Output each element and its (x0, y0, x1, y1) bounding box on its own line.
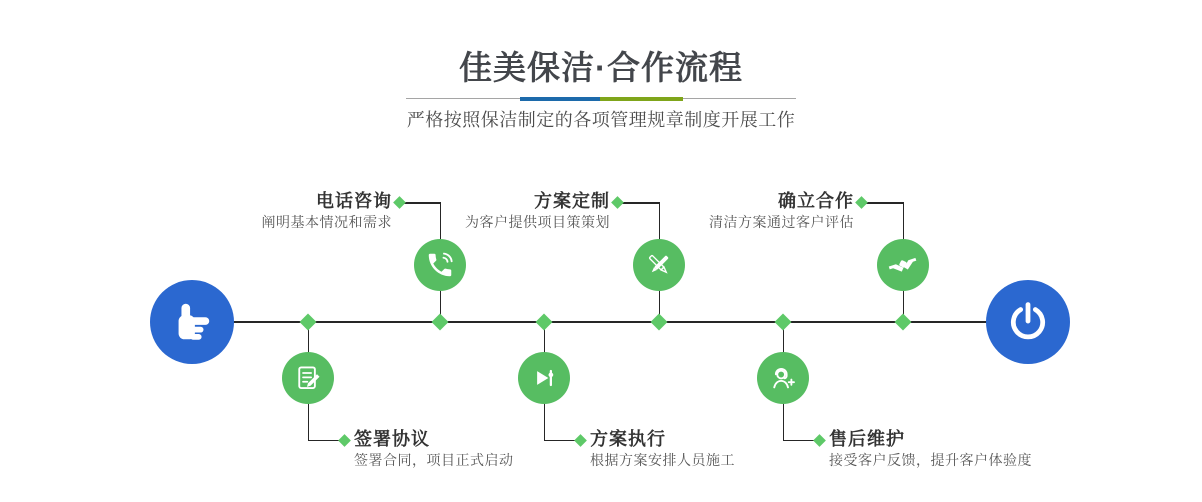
timeline-diamond (651, 314, 668, 331)
timeline-diamond (895, 314, 912, 331)
step-desc: 为客户提供项目策策划 (465, 214, 610, 230)
step-label (590, 428, 735, 470)
handshake-icon (877, 239, 929, 291)
label-diamond (574, 434, 587, 447)
title-divider (406, 96, 796, 101)
label-diamond (338, 434, 351, 447)
end-node (986, 280, 1070, 364)
step-title: 方案定制 (534, 191, 610, 211)
step-title: 方案执行 (590, 429, 666, 449)
step-label (465, 190, 610, 232)
step-desc: 清洁方案通过客户评估 (709, 214, 854, 230)
play-slider-icon (518, 352, 570, 404)
step-label (354, 428, 514, 470)
page-title: 佳美保洁·合作流程 (459, 49, 743, 86)
step-label (709, 190, 854, 232)
step-title: 签署协议 (354, 429, 430, 449)
divider-blue-segment (520, 97, 600, 101)
power-icon (1006, 300, 1050, 344)
label-diamond (813, 434, 826, 447)
divider-green-segment (600, 97, 683, 101)
headset-person-icon (757, 352, 809, 404)
design-pencil-icon (633, 239, 685, 291)
timeline-diamond (536, 314, 553, 331)
label-diamond (855, 196, 868, 209)
timeline-diamond (775, 314, 792, 331)
step-title: 售后维护 (829, 429, 905, 449)
pointing-hand-icon (169, 299, 215, 345)
contract-pen-icon (282, 352, 334, 404)
step-desc: 签署合同，项目正式启动 (354, 452, 514, 468)
step-desc: 接受客户反馈，提升客户体验度 (829, 452, 1032, 468)
timeline-diamond (432, 314, 449, 331)
page-subtitle: 严格按照保洁制定的各项管理规章制度开展工作 (406, 110, 796, 130)
step-desc: 根据方案安排人员施工 (590, 452, 735, 468)
step-title: 电话咨询 (316, 191, 392, 211)
label-diamond (611, 196, 624, 209)
start-node (150, 280, 234, 364)
label-diamond (393, 196, 406, 209)
timeline-diamond (300, 314, 317, 331)
step-label (829, 428, 1032, 470)
phone-icon (414, 239, 466, 291)
step-title: 确立合作 (778, 191, 854, 211)
step-desc: 阐明基本情况和需求 (261, 214, 392, 230)
step-label (262, 190, 393, 232)
